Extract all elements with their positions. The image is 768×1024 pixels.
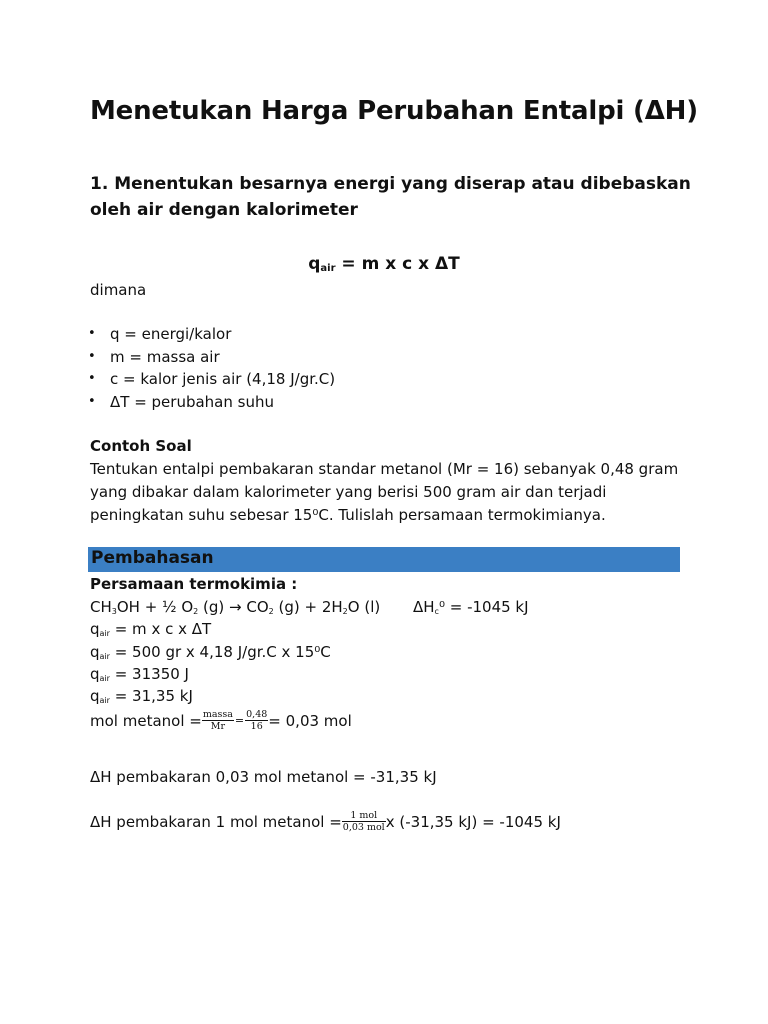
formula-sub: air — [320, 263, 336, 274]
mol-label: mol metanol = — [90, 711, 202, 730]
enthalpy-value — [413, 598, 529, 616]
reaction-sub: 2 — [193, 607, 199, 616]
fraction-denominator: Mr — [210, 721, 226, 732]
dh-sub: c — [434, 607, 439, 616]
q-line-text: = 31350 J — [109, 665, 189, 683]
q-sub: air — [99, 629, 110, 638]
fraction-massa-mr — [202, 709, 234, 732]
pembahasan-banner-label: Pembahasan — [91, 548, 214, 568]
list-item: • ΔT = perubahan suhu — [110, 391, 335, 414]
formula-rest: = m x c x ΔT — [335, 254, 460, 274]
formula-q: q — [308, 254, 321, 274]
mol-metanol-line — [90, 709, 352, 732]
q-sub: air — [99, 652, 110, 661]
reaction-sub: 2 — [268, 607, 274, 616]
q-sub: air — [99, 674, 110, 683]
list-item: • c = kalor jenis air (4,18 J/gr.C) — [110, 368, 335, 391]
q-sub: air — [99, 696, 110, 705]
q-line — [90, 665, 189, 683]
reaction-part: O (l) — [347, 598, 381, 616]
q-line-text: = 500 gr x 4,18 J/gr.C x 15⁰C — [109, 643, 331, 661]
q-symbol: q — [90, 687, 100, 705]
q-symbol: q — [90, 665, 100, 683]
section-heading-line2: oleh air dengan kalorimeter — [90, 200, 358, 220]
persamaan-label: Persamaan termokimia : — [90, 575, 298, 593]
fraction-value — [245, 709, 268, 732]
main-formula — [0, 254, 768, 274]
fraction-numerator: 1 mol — [342, 810, 386, 822]
fraction-denominator: 0,03 mol — [342, 822, 385, 833]
dh-line-1: ΔH pembakaran 0,03 mol metanol = -31,35 kJ — [90, 768, 437, 786]
dh-line-2 — [90, 810, 561, 833]
reaction-sub: 3 — [111, 607, 117, 616]
fraction-denominator: 16 — [250, 721, 263, 732]
contoh-soal-label: Contoh Soal — [90, 437, 192, 455]
reaction-sub: 2 — [342, 607, 348, 616]
reaction-equation — [90, 598, 380, 616]
definition-list — [86, 323, 335, 413]
mol-result: = 0,03 mol — [268, 711, 352, 730]
q-symbol: q — [90, 643, 100, 661]
fraction-numerator: massa — [202, 709, 233, 720]
list-item: • m = massa air — [110, 346, 335, 369]
reaction-part: OH + ½ O — [116, 598, 194, 616]
dimana-label: dimana — [90, 281, 147, 299]
reaction-part: (g) + 2H — [273, 598, 343, 616]
q-line-text: = m x c x ΔT — [109, 620, 212, 638]
contoh-soal-text: Tentukan entalpi pembakaran standar metanol (Mr = 16) sebanyak 0,48 gram yang dibakar dalam kalorimeter yang berisi 500 gram air dan terjadi peningkatan suhu sebesar 15⁰C. Tulislah persamaan termokimianya. — [90, 460, 679, 524]
dh2-rest: x (-31,35 kJ) = -1045 kJ — [385, 812, 561, 831]
dh-label: ΔH — [413, 598, 435, 616]
fraction-mol — [342, 810, 386, 833]
q-symbol: q — [90, 620, 100, 638]
q-line — [90, 620, 211, 638]
q-line — [90, 687, 193, 705]
dh2-label: ΔH pembakaran 1 mol metanol = — [90, 812, 342, 831]
list-item: • q = energi/kalor — [110, 323, 335, 346]
dh-rest: ⁰ = -1045 kJ — [438, 598, 529, 616]
fraction-numerator: 0,48 — [246, 709, 268, 720]
reaction-part: CH — [90, 598, 112, 616]
section-heading-line1: 1. Menentukan besarnya energi yang diserap atau dibebaskan — [90, 174, 691, 194]
reaction-part: (g) → CO — [198, 598, 269, 616]
equals-sign: = — [234, 714, 245, 727]
q-line-text: = 31,35 kJ — [109, 687, 193, 705]
page-title: Menetukan Harga Perubahan Entalpi (ΔH) — [90, 96, 698, 126]
q-line — [90, 643, 331, 661]
pembahasan-banner — [88, 547, 680, 572]
